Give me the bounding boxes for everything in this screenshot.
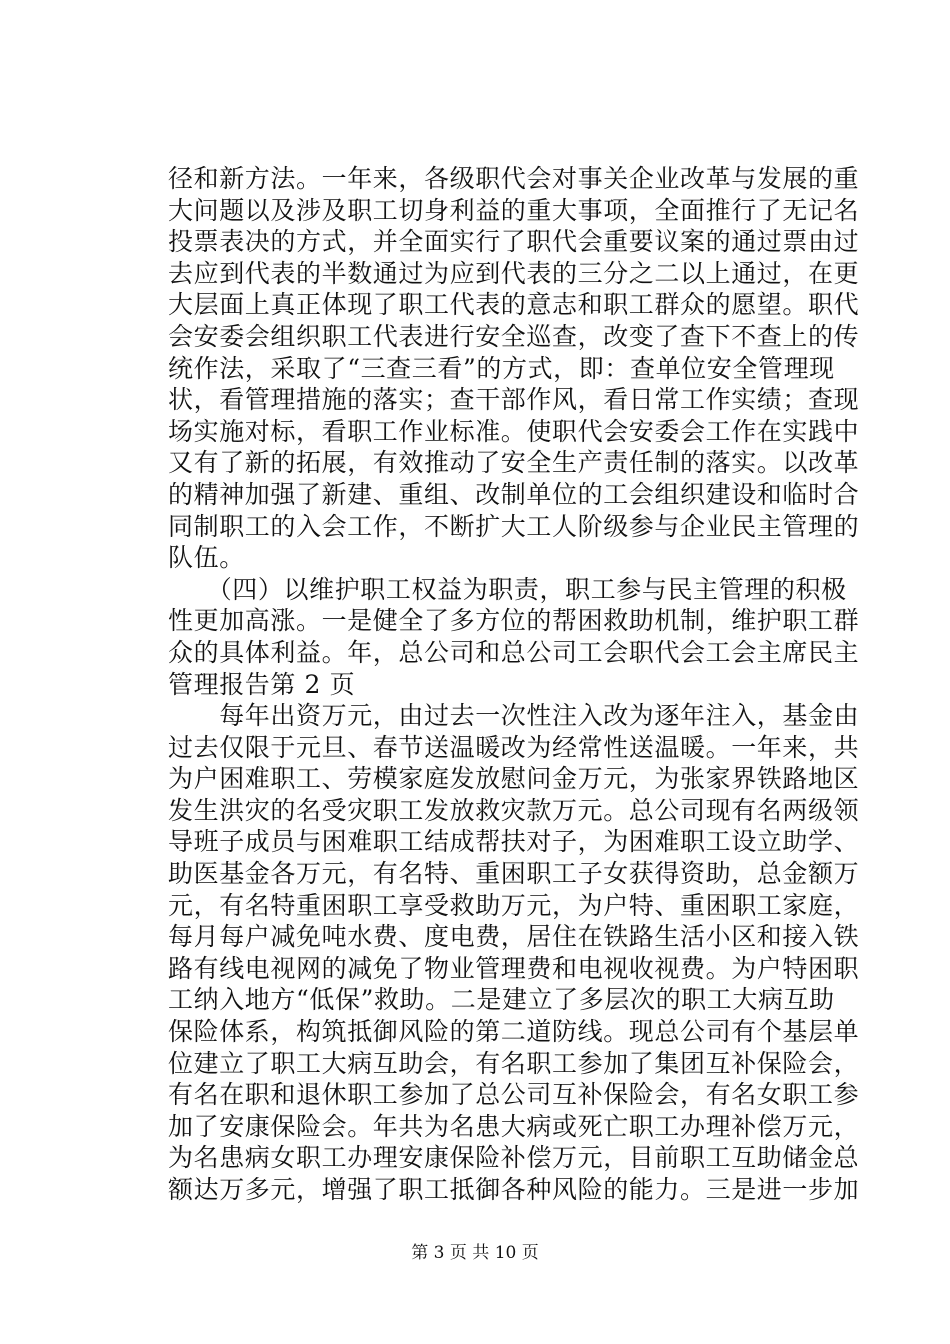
text-line: 大层面上真正体现了职工代表的意志和职工群众的愿望。职代	[168, 290, 860, 320]
text-line: 助医基金各万元，有名特、重困职工子女获得资助，总金额万	[168, 859, 860, 889]
text-line: 投票表决的方式，并全面实行了职代会重要议案的通过票由过	[168, 227, 860, 257]
text-line: 每月每户减免吨水费、度电费，居住在铁路生活小区和接入铁	[168, 922, 860, 952]
document-body	[168, 163, 860, 1206]
text-line: 去应到代表的半数通过为应到代表的三分之二以上通过，在更	[168, 258, 860, 288]
text-line: 加了安康保险会。年共为名患大病或死亡职工办理补偿万元，	[168, 1111, 860, 1141]
text-line: （四）以维护职工权益为职责，职工参与民主管理的积极	[168, 574, 847, 604]
text-line: 队伍。	[168, 543, 245, 573]
text-line: 导班子成员与困难职工结成帮扶对子，为困难职工设立助学、	[168, 827, 860, 857]
text-line: 为名患病女职工办理安康保险补偿万元，目前职工互助储金总	[168, 1143, 860, 1173]
text-line: 工纳入地方“低保”救助。二是建立了多层次的职工大病互助	[168, 985, 835, 1015]
text-line: 大问题以及涉及职工切身利益的重大事项，全面推行了无记名	[168, 195, 860, 225]
page-footer: 第 3 页 共 10 页	[411, 1243, 539, 1263]
text-line: 场实施对标，看职工作业标准。使职代会安委会工作在实践中	[168, 416, 860, 446]
text-line: 过去仅限于元旦、春节送温暖改为经常性送温暖。一年来，共	[168, 732, 860, 762]
text-line: 状，看管理措施的落实；查干部作风，看日常工作实绩；查现	[168, 385, 860, 415]
text-line: 额达万多元，增强了职工抵御各种风险的能力。三是进一步加	[168, 1175, 860, 1204]
text-line: 统作法，采取了“三查三看”的方式，即：查单位安全管理现	[168, 353, 835, 383]
text-line: 又有了新的拓展，有效推动了安全生产责任制的落实。以改革	[168, 448, 860, 478]
text-line: 同制职工的入会工作，不断扩大工人阶级参与企业民主管理的	[168, 511, 860, 541]
text-line: 为户困难职工、劳模家庭发放慰问金万元，为张家界铁路地区	[168, 764, 860, 794]
text-line: 元，有名特重困职工享受救助万元，为户特、重困职工家庭，	[168, 890, 860, 920]
text-line: 有名在职和退休职工参加了总公司互补保险会，有名女职工参	[168, 1080, 860, 1110]
text-line: 位建立了职工大病互助会，有名职工参加了集团互补保险会，	[168, 1048, 860, 1078]
text-line: 的精神加强了新建、重组、改制单位的工会组织建设和临时合	[168, 479, 860, 509]
text-line: 每年出资万元，由过去一次性注入改为逐年注入，基金由	[168, 701, 860, 731]
text-line: 径和新方法。一年来，各级职代会对事关企业改革与发展的重	[168, 164, 860, 193]
text-line: 会安委会组织职工代表进行安全巡查，改变了查下不查上的传	[168, 321, 860, 351]
text-line: 路有线电视网的减免了物业管理费和电视收视费。为户特困职	[168, 953, 860, 983]
text-line: 众的具体利益。年，总公司和总公司工会职代会工会主席民主	[168, 637, 860, 667]
text-line: 管理报告第 2 页	[168, 669, 356, 699]
text-line: 保险体系，构筑抵御风险的第二道防线。现总公司有个基层单	[168, 1017, 860, 1047]
text-line: 发生洪灾的名受灾职工发放救灾款万元。总公司现有名两级领	[168, 795, 860, 825]
text-line: 性更加高涨。一是健全了多方位的帮困救助机制，维护职工群	[168, 606, 860, 636]
